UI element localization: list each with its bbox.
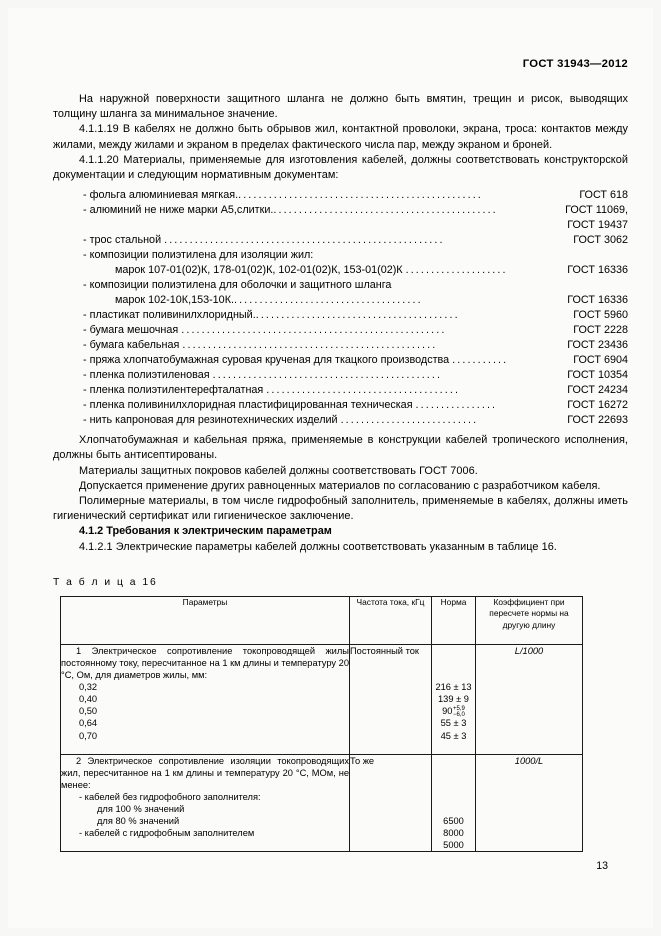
- leader-dots: ................: [415, 399, 498, 412]
- table-header-frequency: Частота тока, кГц: [350, 596, 432, 644]
- parameter-sublabel: - кабелей с гидрофобным заполнителем: [79, 828, 255, 839]
- paragraph-1: На наружной поверхности защитного шланга не должно быть вмятин, трещин и рисок, выводящих толщину шланга за минимальное значение.: [53, 93, 628, 121]
- parameter-sublabel: для 100 % значений: [97, 804, 185, 815]
- parameter-sublabel: 0,64: [79, 718, 98, 729]
- material-gost-reference: ГОСТ 23436: [567, 339, 628, 352]
- leader-dots: ...........: [452, 354, 509, 367]
- material-name: - пленка полиэтиленовая: [83, 369, 213, 382]
- leader-dots: .............................................: [212, 369, 443, 382]
- norm-value: 45 ± 3: [440, 730, 467, 741]
- norm-blank-line: [432, 669, 475, 681]
- material-list-item: [53, 383, 628, 398]
- material-name: - бумага кабельная: [83, 339, 183, 352]
- material-name: - композиции полиэтилена для оболочки и защитного шланга: [83, 279, 392, 292]
- material-name: - пленка полиэтилентерефталатная: [83, 384, 267, 397]
- material-list-item: [53, 413, 628, 428]
- norm-blank-line: [432, 803, 475, 815]
- norm-value: 6500: [443, 816, 464, 827]
- material-name: марок 107-01(02)К, 178-01(02)К, 102-01(02)К, 153-01(02)К: [115, 264, 406, 277]
- parameter-sublabel: для 80 % значений: [97, 816, 180, 827]
- leader-dots: ............................................: [273, 204, 498, 217]
- table-header-row: [61, 596, 583, 644]
- material-list-item: [53, 308, 628, 323]
- norm-blank-line: [432, 767, 475, 779]
- material-name: - фольга алюминиевая мягкая.: [83, 189, 239, 202]
- material-name: - композиции полиэтилена для изоляции жил:: [83, 249, 314, 262]
- norm-value-with-tolerance: [442, 705, 465, 718]
- leader-dots: ....................................................: [181, 324, 447, 337]
- norm-value: 55 ± 3: [440, 718, 467, 729]
- material-list-item: [53, 233, 628, 248]
- material-name: - бумага мешочная: [83, 324, 182, 337]
- material-list-item: [53, 293, 628, 308]
- section-heading-412: 4.1.2 Требования к электрическим параметрам: [79, 525, 332, 538]
- paragraph-7: Полимерные материалы, в том числе гидрофобный заполнитель, применяемые в кабелях, должны иметь гигиенический сертификат или гигиеническое заключение.: [53, 495, 628, 523]
- material-name: - пряжа хлопчатобумажная суровая крученая для ткацкого производства: [83, 354, 453, 367]
- material-list-item: [53, 398, 628, 413]
- material-name: - пленка поливинилхлоридная пластифицированная техническая: [83, 399, 416, 412]
- leader-dots: .....................................: [233, 294, 423, 307]
- page-number: 13: [596, 860, 608, 872]
- norm-value-base: 90: [442, 706, 453, 717]
- parameter-title: 1 Электрическое сопротивление токопроводящей жилы постоянному току, пересчитанное на 1 км длины и температуру 20 °С, Ом, для диаметров жилы, мм:: [61, 645, 349, 681]
- paragraph-3: 4.1.1.20 Материалы, применяемые для изготовления кабелей, должны соответствовать конструкторской документации и следующим нормативным документам:: [53, 153, 628, 182]
- leader-dots: ......................................: [266, 384, 461, 397]
- material-list-item: [53, 353, 628, 368]
- material-gost-reference: ГОСТ 618: [579, 189, 628, 202]
- norm-value: 216 ± 13: [435, 682, 472, 693]
- material-gost-reference: ГОСТ 2228: [573, 324, 628, 337]
- material-gost-reference: ГОСТ 16272: [567, 399, 628, 412]
- leader-dots: ................................................: [238, 189, 483, 202]
- norm-value: 8000: [443, 828, 464, 839]
- table-caption: Т а б л и ц а 16: [53, 576, 158, 588]
- material-gost-reference: ГОСТ 19437: [567, 219, 628, 232]
- material-gost-reference: ГОСТ 16336: [567, 294, 628, 307]
- parameter-sublabel: 0,50: [79, 706, 98, 717]
- electrical-parameters-table: [60, 596, 583, 853]
- norm-value: [432, 705, 475, 717]
- leader-dots: ..................................................: [182, 339, 438, 352]
- page-content: [53, 58, 628, 852]
- leader-dots: ........................................: [255, 309, 460, 322]
- material-list-item: [53, 263, 628, 278]
- material-gost-reference: ГОСТ 6904: [573, 354, 628, 367]
- page-sheet: [8, 8, 653, 928]
- paragraph-2: 4.1.1.19 В кабелях не должно быть обрывов жил, контактной проволоки, экрана, троса: контактов между жилами, между жилами и экраном в пределах фактического числа пар, между экраном и броней.: [53, 123, 628, 151]
- material-list-item: [53, 203, 628, 218]
- table-row: [61, 644, 583, 754]
- paragraph-6: Допускается применение других равноценных материалов по согласованию с разработчиком кабеля.: [79, 479, 601, 492]
- leader-dots: ...........................: [340, 414, 479, 427]
- parameter-title: 2 Электрическое сопротивление изоляции токопроводящих жил, пересчитанное на 1 км длины и температуру 20 °С, МОм, не менее:: [61, 755, 349, 790]
- table-row: [61, 754, 583, 852]
- paragraph-4: Хлопчатобумажная и кабельная пряжа, применяемые в конструкции кабелей тропического исполнения, должны быть антисептированы.: [53, 434, 628, 462]
- material-list-item: [53, 248, 628, 263]
- parameter-sublabel: 0,70: [79, 730, 98, 741]
- tolerance-lower: −6,0: [452, 712, 465, 719]
- table-cell-frequency: То же: [350, 754, 432, 852]
- material-gost-reference: ГОСТ 3062: [573, 234, 628, 247]
- material-name: - алюминий не ниже марки А5,слитки.: [83, 204, 274, 217]
- table-cell-norm: [432, 644, 476, 754]
- parameter-sublabel: - кабелей без гидрофобного заполнителя:: [79, 791, 261, 802]
- standard-header: ГОСТ 31943—2012: [522, 58, 628, 70]
- table-cell-coefficient: [476, 644, 583, 754]
- material-gost-reference: ГОСТ 22693: [567, 414, 628, 427]
- leader-dots: ....................: [405, 264, 508, 277]
- material-list-item: [53, 323, 628, 338]
- parameter-sublabel: 0,32: [79, 682, 98, 693]
- material-name: - нить капроновая для резинотехнических изделий: [83, 414, 341, 427]
- material-list-item: [53, 368, 628, 383]
- material-list-item: [53, 338, 628, 353]
- tolerance-pair: [453, 706, 465, 719]
- norm-blank-line: [432, 791, 475, 803]
- material-gost-reference: ГОСТ 10354: [567, 369, 628, 382]
- table-header-norm: Норма: [432, 596, 476, 644]
- norm-blank-line: [432, 657, 475, 669]
- material-list-item: [53, 278, 628, 293]
- norm-value: 139 ± 9: [438, 694, 469, 705]
- material-list-item: [53, 218, 628, 233]
- norm-blank-line: [432, 645, 475, 657]
- material-list-item: [53, 188, 628, 203]
- material-gost-reference: ГОСТ 24234: [567, 384, 628, 397]
- material-gost-reference: ГОСТ 11069,: [565, 204, 628, 217]
- leader-dots: .......................................................: [164, 234, 445, 247]
- tolerance-upper: +5,9: [452, 705, 465, 712]
- coefficient-formula: L/1000: [514, 645, 544, 656]
- material-gost-reference: ГОСТ 5960: [573, 309, 628, 322]
- table-header-coefficient: Коэффициент при пересчете нормы на другую длину: [476, 596, 583, 644]
- paragraph-5: Материалы защитных покровов кабелей должны соответствовать ГОСТ 7006.: [79, 464, 478, 477]
- table-cell-norm: [432, 754, 476, 852]
- parameter-sublabel: 0,40: [79, 694, 98, 705]
- coefficient-formula: 1000/L: [514, 755, 544, 766]
- row-spacer: [61, 742, 349, 754]
- table-cell-parameter: [61, 644, 350, 754]
- material-name: - пластикат поливинилхлоридный.: [83, 309, 256, 322]
- norm-value: 5000: [443, 840, 464, 851]
- table-header-parameters: Параметры: [61, 596, 350, 644]
- material-gost-reference: ГОСТ 16336: [567, 264, 628, 277]
- norm-blank-line: [432, 779, 475, 791]
- table-cell-frequency: Постоянный ток: [350, 644, 432, 754]
- material-name: - трос стальной: [83, 234, 165, 247]
- paragraph-8: 4.1.2.1 Электрические параметры кабелей должны соответствовать указанным в таблице 16.: [79, 540, 557, 553]
- table-cell-parameter: [61, 754, 350, 852]
- norm-blank-line: [432, 755, 475, 767]
- table-cell-coefficient: [476, 754, 583, 852]
- materials-list: [53, 188, 628, 428]
- material-name: марок 102-10К,153-10К.: [115, 294, 234, 307]
